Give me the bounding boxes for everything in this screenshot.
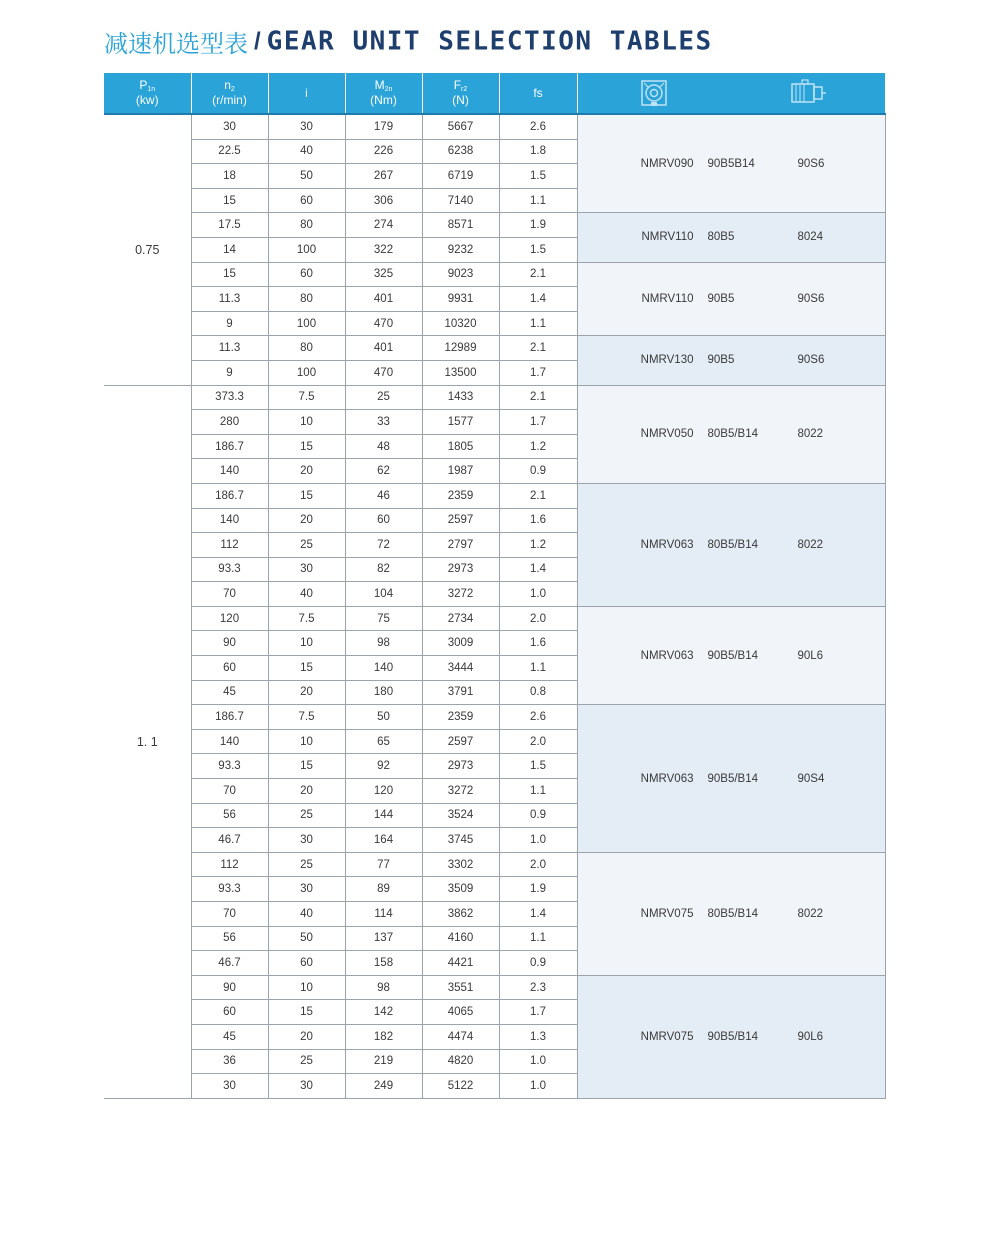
ratio-cell: 30 <box>268 1074 345 1099</box>
ratio-cell: 60 <box>268 188 345 213</box>
radial-load-cell: 4065 <box>422 1000 499 1025</box>
ratio-cell: 40 <box>268 902 345 927</box>
radial-load-cell: 5667 <box>422 114 499 139</box>
power-group-cell: 1. 1 <box>104 385 191 1098</box>
service-factor-cell: 1.5 <box>499 754 577 779</box>
ratio-cell: 20 <box>268 459 345 484</box>
header-row <box>104 73 885 114</box>
flange-code: 90B5/B14 <box>707 772 759 785</box>
speed-cell: 90 <box>191 631 268 656</box>
speed-cell: 11.3 <box>191 336 268 361</box>
radial-load-cell: 4474 <box>422 1024 499 1049</box>
radial-load-cell: 2359 <box>422 705 499 730</box>
speed-cell: 93.3 <box>191 877 268 902</box>
model-name: NMRV090 <box>640 157 694 170</box>
torque-cell: 140 <box>345 656 422 681</box>
radial-load-cell: 9931 <box>422 287 499 312</box>
service-factor-cell: 0.9 <box>499 803 577 828</box>
torque-cell: 65 <box>345 729 422 754</box>
torque-cell: 114 <box>345 902 422 927</box>
service-factor-cell: 1.9 <box>499 877 577 902</box>
torque-cell: 89 <box>345 877 422 902</box>
header-motor-icon-cell <box>731 73 885 114</box>
torque-cell: 470 <box>345 360 422 385</box>
service-factor-cell: 2.1 <box>499 483 577 508</box>
page-title <box>104 24 713 56</box>
ratio-cell: 7.5 <box>268 606 345 631</box>
ratio-cell: 20 <box>268 779 345 804</box>
flange-code: 90B5/B14 <box>707 649 759 662</box>
torque-cell: 325 <box>345 262 422 287</box>
service-factor-cell: 0.8 <box>499 680 577 705</box>
model-name: NMRV075 <box>640 1030 694 1043</box>
speed-cell: 30 <box>191 114 268 139</box>
ratio-cell: 30 <box>268 114 345 139</box>
radial-load-cell: 4820 <box>422 1049 499 1074</box>
table-row <box>104 262 885 287</box>
flange-code: 90B5 <box>707 292 735 305</box>
torque-cell: 62 <box>345 459 422 484</box>
radial-load-cell: 2597 <box>422 729 499 754</box>
radial-load-cell: 1987 <box>422 459 499 484</box>
speed-cell: 60 <box>191 1000 268 1025</box>
speed-cell: 45 <box>191 1024 268 1049</box>
service-factor-cell: 0.9 <box>499 951 577 976</box>
torque-cell: 48 <box>345 434 422 459</box>
speed-cell: 11.3 <box>191 287 268 312</box>
flange-code: 90B5 <box>707 354 735 367</box>
motor-code: 90S6 <box>797 292 825 305</box>
radial-load-cell: 3009 <box>422 631 499 656</box>
torque-cell: 75 <box>345 606 422 631</box>
service-factor-cell: 1.2 <box>499 434 577 459</box>
radial-load-cell: 5122 <box>422 1074 499 1099</box>
radial-load-cell: 2973 <box>422 557 499 582</box>
ratio-cell: 20 <box>268 508 345 533</box>
ratio-cell: 7.5 <box>268 705 345 730</box>
model-cell <box>577 975 885 1098</box>
radial-load-cell: 1433 <box>422 385 499 410</box>
torque-cell: 98 <box>345 975 422 1000</box>
ratio-cell: 30 <box>268 877 345 902</box>
model-cell <box>577 385 885 483</box>
gearbox-front-icon <box>639 78 669 108</box>
motor-code: 90S6 <box>797 354 825 367</box>
speed-cell: 93.3 <box>191 557 268 582</box>
header-speed: n2 (r/min) <box>191 73 268 114</box>
speed-cell: 70 <box>191 902 268 927</box>
motor-code: 90L6 <box>797 1030 824 1043</box>
title-chinese: 减速机选型表 <box>104 30 248 58</box>
radial-load-cell: 9232 <box>422 237 499 262</box>
torque-cell: 142 <box>345 1000 422 1025</box>
title-english: GEAR UNIT SELECTION TABLES <box>266 26 713 57</box>
ratio-cell: 10 <box>268 631 345 656</box>
ratio-cell: 100 <box>268 311 345 336</box>
service-factor-cell: 1.6 <box>499 508 577 533</box>
service-factor-cell: 1.7 <box>499 1000 577 1025</box>
service-factor-cell: 2.6 <box>499 705 577 730</box>
radial-load-cell: 1577 <box>422 410 499 435</box>
motor-code: 8022 <box>797 538 824 551</box>
radial-load-cell: 2973 <box>422 754 499 779</box>
torque-cell: 226 <box>345 139 422 164</box>
torque-cell: 322 <box>345 237 422 262</box>
speed-cell: 186.7 <box>191 483 268 508</box>
ratio-cell: 60 <box>268 951 345 976</box>
flange-code: 80B5/B14 <box>707 907 759 920</box>
table-row <box>104 606 885 631</box>
service-factor-cell: 2.0 <box>499 606 577 631</box>
speed-cell: 15 <box>191 262 268 287</box>
radial-load-cell: 3791 <box>422 680 499 705</box>
torque-cell: 179 <box>345 114 422 139</box>
torque-cell: 25 <box>345 385 422 410</box>
speed-cell: 280 <box>191 410 268 435</box>
motor-code: 8024 <box>797 231 824 244</box>
radial-load-cell: 3745 <box>422 828 499 853</box>
motor-code: 90S4 <box>797 772 825 785</box>
ratio-cell: 15 <box>268 434 345 459</box>
radial-load-cell: 2359 <box>422 483 499 508</box>
service-factor-cell: 1.6 <box>499 631 577 656</box>
radial-load-cell: 3302 <box>422 852 499 877</box>
service-factor-cell: 1.0 <box>499 828 577 853</box>
torque-cell: 401 <box>345 336 422 361</box>
service-factor-cell: 1.2 <box>499 533 577 558</box>
ratio-cell: 15 <box>268 1000 345 1025</box>
header-service-factor: fs <box>499 73 577 114</box>
torque-cell: 60 <box>345 508 422 533</box>
service-factor-cell: 2.0 <box>499 852 577 877</box>
service-factor-cell: 1.0 <box>499 1049 577 1074</box>
radial-load-cell: 3551 <box>422 975 499 1000</box>
speed-cell: 56 <box>191 926 268 951</box>
ratio-cell: 30 <box>268 828 345 853</box>
torque-cell: 249 <box>345 1074 422 1099</box>
flange-code: 90B5/B14 <box>707 1030 759 1043</box>
model-line <box>578 773 885 785</box>
torque-cell: 182 <box>345 1024 422 1049</box>
ratio-cell: 30 <box>268 557 345 582</box>
service-factor-cell: 2.6 <box>499 114 577 139</box>
title-separator: / <box>254 27 261 55</box>
service-factor-cell: 1.5 <box>499 237 577 262</box>
torque-cell: 33 <box>345 410 422 435</box>
torque-cell: 180 <box>345 680 422 705</box>
model-cell <box>577 114 885 213</box>
torque-cell: 104 <box>345 582 422 607</box>
flange-code: 80B5/B14 <box>707 428 759 441</box>
speed-cell: 140 <box>191 508 268 533</box>
torque-cell: 98 <box>345 631 422 656</box>
ratio-cell: 80 <box>268 336 345 361</box>
radial-load-cell: 6719 <box>422 164 499 189</box>
ratio-cell: 50 <box>268 164 345 189</box>
ratio-cell: 40 <box>268 139 345 164</box>
speed-cell: 90 <box>191 975 268 1000</box>
speed-cell: 186.7 <box>191 434 268 459</box>
speed-cell: 93.3 <box>191 754 268 779</box>
flange-code: 90B5B14 <box>707 157 755 170</box>
radial-load-cell: 3444 <box>422 656 499 681</box>
torque-cell: 137 <box>345 926 422 951</box>
radial-load-cell: 10320 <box>422 311 499 336</box>
torque-cell: 77 <box>345 852 422 877</box>
ratio-cell: 20 <box>268 1024 345 1049</box>
model-name: NMRV063 <box>640 772 694 785</box>
table-row <box>104 483 885 508</box>
flange-code: 80B5 <box>707 231 735 244</box>
ratio-cell: 20 <box>268 680 345 705</box>
ratio-cell: 60 <box>268 262 345 287</box>
torque-cell: 158 <box>345 951 422 976</box>
header-ratio: i <box>268 73 345 114</box>
ratio-cell: 25 <box>268 852 345 877</box>
radial-load-cell: 2597 <box>422 508 499 533</box>
torque-cell: 164 <box>345 828 422 853</box>
model-name: NMRV130 <box>640 354 694 367</box>
service-factor-cell: 1.0 <box>499 1074 577 1099</box>
flange-code: 80B5/B14 <box>707 538 759 551</box>
radial-load-cell: 3272 <box>422 779 499 804</box>
model-name: NMRV075 <box>640 907 694 920</box>
model-name: NMRV110 <box>641 292 694 305</box>
motor-code: 90S6 <box>797 157 825 170</box>
service-factor-cell: 2.3 <box>499 975 577 1000</box>
model-cell <box>577 852 885 975</box>
radial-load-cell: 2734 <box>422 606 499 631</box>
radial-load-cell: 6238 <box>422 139 499 164</box>
speed-cell: 9 <box>191 360 268 385</box>
speed-cell: 45 <box>191 680 268 705</box>
speed-cell: 112 <box>191 533 268 558</box>
ratio-cell: 80 <box>268 287 345 312</box>
speed-cell: 22.5 <box>191 139 268 164</box>
service-factor-cell: 1.7 <box>499 360 577 385</box>
header-gearbox-icon-cell <box>577 73 731 114</box>
service-factor-cell: 1.9 <box>499 213 577 238</box>
service-factor-cell: 2.1 <box>499 336 577 361</box>
radial-load-cell: 2797 <box>422 533 499 558</box>
torque-cell: 50 <box>345 705 422 730</box>
model-line <box>578 908 885 920</box>
ratio-cell: 25 <box>268 533 345 558</box>
model-name: NMRV050 <box>640 428 694 441</box>
speed-cell: 46.7 <box>191 951 268 976</box>
radial-load-cell: 3862 <box>422 902 499 927</box>
speed-cell: 60 <box>191 656 268 681</box>
header-torque: M2n (Nm) <box>345 73 422 114</box>
radial-load-cell: 4160 <box>422 926 499 951</box>
service-factor-cell: 1.4 <box>499 902 577 927</box>
speed-cell: 70 <box>191 779 268 804</box>
ratio-cell: 100 <box>268 360 345 385</box>
model-name: NMRV063 <box>640 649 694 662</box>
radial-load-cell: 3509 <box>422 877 499 902</box>
radial-load-cell: 1805 <box>422 434 499 459</box>
service-factor-cell: 1.4 <box>499 287 577 312</box>
model-line <box>578 354 885 366</box>
radial-load-cell: 3524 <box>422 803 499 828</box>
table-row <box>104 336 885 361</box>
torque-cell: 46 <box>345 483 422 508</box>
service-factor-cell: 1.5 <box>499 164 577 189</box>
ratio-cell: 15 <box>268 754 345 779</box>
ratio-cell: 40 <box>268 582 345 607</box>
model-cell <box>577 213 885 262</box>
speed-cell: 373.3 <box>191 385 268 410</box>
table-row <box>104 975 885 1000</box>
model-cell <box>577 606 885 704</box>
service-factor-cell: 1.1 <box>499 188 577 213</box>
model-line <box>578 650 885 662</box>
model-cell <box>577 705 885 853</box>
radial-load-cell: 12989 <box>422 336 499 361</box>
torque-cell: 219 <box>345 1049 422 1074</box>
torque-cell: 274 <box>345 213 422 238</box>
ratio-cell: 100 <box>268 237 345 262</box>
model-line <box>578 428 885 440</box>
table-body <box>104 114 885 1098</box>
torque-cell: 267 <box>345 164 422 189</box>
speed-cell: 15 <box>191 188 268 213</box>
service-factor-cell: 0.9 <box>499 459 577 484</box>
model-cell <box>577 336 885 385</box>
model-name: NMRV063 <box>640 538 694 551</box>
model-line <box>578 539 885 551</box>
service-factor-cell: 1.7 <box>499 410 577 435</box>
model-name: NMRV110 <box>641 231 694 244</box>
model-cell <box>577 262 885 336</box>
ratio-cell: 15 <box>268 483 345 508</box>
ratio-cell: 10 <box>268 729 345 754</box>
torque-cell: 120 <box>345 779 422 804</box>
service-factor-cell: 1.0 <box>499 582 577 607</box>
torque-cell: 92 <box>345 754 422 779</box>
torque-cell: 470 <box>345 311 422 336</box>
radial-load-cell: 9023 <box>422 262 499 287</box>
table-row <box>104 852 885 877</box>
model-line <box>578 293 885 305</box>
speed-cell: 56 <box>191 803 268 828</box>
motor-code: 8022 <box>797 428 824 441</box>
model-cell <box>577 483 885 606</box>
torque-cell: 72 <box>345 533 422 558</box>
radial-load-cell: 7140 <box>422 188 499 213</box>
motor-code: 8022 <box>797 907 824 920</box>
selection-table <box>104 73 886 1099</box>
table-row <box>104 114 885 139</box>
speed-cell: 14 <box>191 237 268 262</box>
service-factor-cell: 2.1 <box>499 262 577 287</box>
ratio-cell: 25 <box>268 1049 345 1074</box>
service-factor-cell: 1.1 <box>499 926 577 951</box>
speed-cell: 18 <box>191 164 268 189</box>
ratio-cell: 25 <box>268 803 345 828</box>
speed-cell: 120 <box>191 606 268 631</box>
ratio-cell: 80 <box>268 213 345 238</box>
ratio-cell: 10 <box>268 975 345 1000</box>
table-row <box>104 385 885 410</box>
table-row <box>104 705 885 730</box>
service-factor-cell: 1.1 <box>499 311 577 336</box>
model-line <box>578 1031 885 1043</box>
service-factor-cell: 1.8 <box>499 139 577 164</box>
ratio-cell: 50 <box>268 926 345 951</box>
ratio-cell: 7.5 <box>268 385 345 410</box>
speed-cell: 140 <box>191 729 268 754</box>
table-row <box>104 213 885 238</box>
motor-side-icon <box>788 78 828 108</box>
ratio-cell: 15 <box>268 656 345 681</box>
radial-load-cell: 3272 <box>422 582 499 607</box>
torque-cell: 306 <box>345 188 422 213</box>
radial-load-cell: 8571 <box>422 213 499 238</box>
speed-cell: 46.7 <box>191 828 268 853</box>
service-factor-cell: 1.1 <box>499 779 577 804</box>
model-line <box>578 158 885 170</box>
torque-cell: 82 <box>345 557 422 582</box>
speed-cell: 17.5 <box>191 213 268 238</box>
speed-cell: 36 <box>191 1049 268 1074</box>
header-power: P1n (kw) <box>104 73 191 114</box>
torque-cell: 401 <box>345 287 422 312</box>
speed-cell: 30 <box>191 1074 268 1099</box>
service-factor-cell: 2.0 <box>499 729 577 754</box>
service-factor-cell: 1.4 <box>499 557 577 582</box>
speed-cell: 9 <box>191 311 268 336</box>
service-factor-cell: 1.1 <box>499 656 577 681</box>
header-radial-load: Fr2 (N) <box>422 73 499 114</box>
torque-cell: 144 <box>345 803 422 828</box>
speed-cell: 186.7 <box>191 705 268 730</box>
speed-cell: 140 <box>191 459 268 484</box>
power-group-cell: 0.75 <box>104 114 191 385</box>
service-factor-cell: 1.3 <box>499 1024 577 1049</box>
speed-cell: 112 <box>191 852 268 877</box>
radial-load-cell: 4421 <box>422 951 499 976</box>
speed-cell: 70 <box>191 582 268 607</box>
ratio-cell: 10 <box>268 410 345 435</box>
radial-load-cell: 13500 <box>422 360 499 385</box>
model-line <box>578 231 885 243</box>
service-factor-cell: 2.1 <box>499 385 577 410</box>
motor-code: 90L6 <box>797 649 824 662</box>
